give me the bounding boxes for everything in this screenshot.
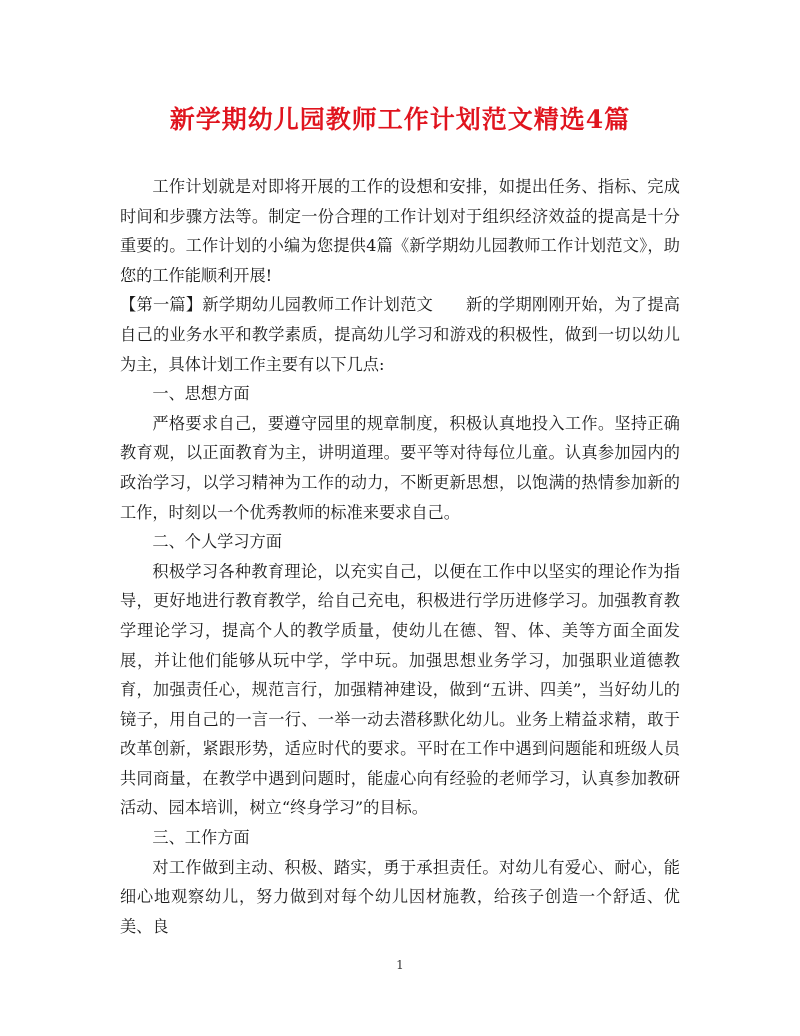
section-heading-work: 三、工作方面 [152,828,250,848]
intro-paragraph: 工作计划就是对即将开展的工作的设想和安排，如提出任务、指标、完成时间和步骤方法等。制定一份合理的工作计划对于组织经济效益的提高是十分重要的。工作计划的小编为您提供4篇《新学期幼儿园教师工作计划范文》，助您的工作能顺利开展! [120,177,680,285]
document-title: 新学期幼儿园教师工作计划范文精选4篇 [169,105,631,134]
page-number: 1 [396,958,404,972]
section-heading-study: 二、个人学习方面 [152,532,282,552]
document-body [120,172,680,941]
work-paragraph: 对工作做到主动、积极、踏实，勇于承担责任。对幼儿有爱心、耐心，能细心地观察幼儿，努力做到对每个幼儿因材施教，给孩子创造一个舒适、优美、良 [120,857,680,936]
study-paragraph: 积极学习各种教育理论，以充实自己，以便在工作中以坚实的理论作为指导，更好地进行教育教学，给自己充电，积极进行学历进修学习。加强教育教学理论学习，提高个人的教学质量，使幼儿在德、智、体、美等方面全面发展，并让他们能够从玩中学，学中玩。加强思想业务学习，加强职业道德教育，加强责任心，规范言行，加强精神建设，做到“五讲、四美”，当好幼儿的镜子，用自己的一言一行、一举一动去潜移默化幼儿。业务上精益求精，敢于改革创新，紧跟形势，适应时代的要求。平时在工作中遇到问题能和班级人员共同商量，在教学中遇到问题时，能虚心向有经验的老师学习，认真参加教研活动、园本培训，树立“终身学习”的目标。 [120,561,680,818]
section-heading-thought: 一、思想方面 [152,384,250,404]
thought-paragraph: 严格要求自己，要遵守园里的规章制度，积极认真地投入工作。坚持正确教育观，以正面教育为主，讲明道理。要平等对待每位儿童。认真参加园内的政治学习，以学习精神为工作的动力，不断更新思想，以饱满的热情参加新的工作，时刻以一个优秀教师的标准来要求自己。 [120,413,680,522]
article-1-intro-paragraph: 【第一篇】新学期幼儿园教师工作计划范文 新的学期刚刚开始，为了提高自己的业务水平和教学素质，提高幼儿学习和游戏的积极性，做到一切以幼儿为主，具体计划工作主要有以下几点: [120,295,680,374]
